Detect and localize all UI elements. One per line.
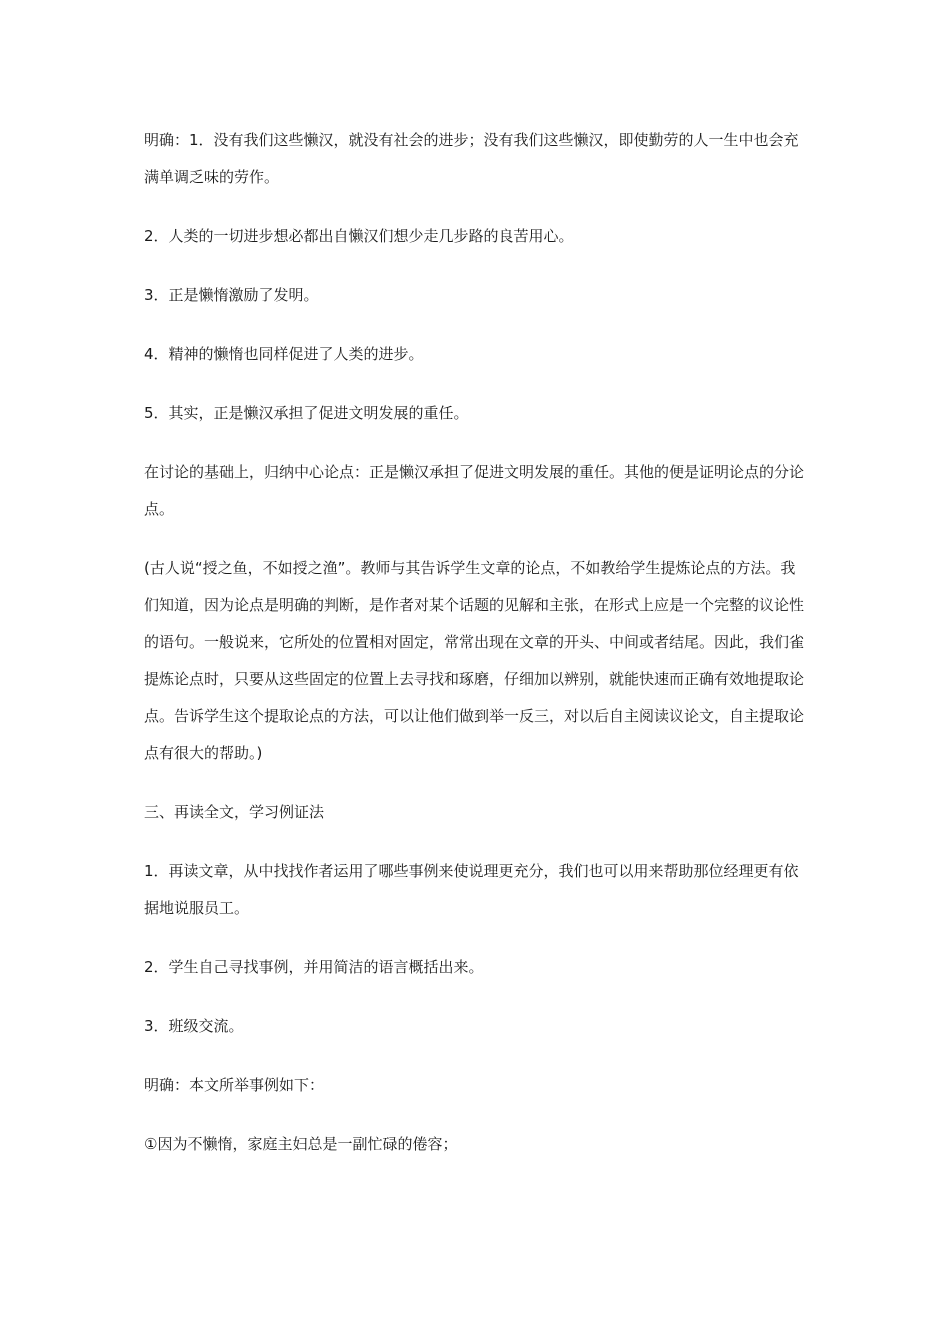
paragraph-example-1: ①因为不懒惰，家庭主妇总是一副忙碌的倦容； (144, 1135, 458, 1153)
paragraph-central-thesis: 在讨论的基础上，归纳中心论点：正是懒汉承担了促进文明发展的重任。其他的便是证明论点的分论点。 (144, 463, 805, 518)
document-body (144, 122, 804, 1185)
paragraph-step-1: 1．再读文章，从中找找作者运用了哪些事例来使说理更充分，我们也可以用来帮助那位经理更有依据地说服员工。 (144, 862, 799, 917)
paragraph-teaching-note: (古人说“授之鱼，不如授之渔”。教师与其告诉学生文章的论点，不如教给学生提炼论点的方法。我们知道，因为论点是明确的判断，是作者对某个话题的见解和主张，在形式上应是一个完整的议论性的语句。一般说来，它所处的位置相对固定，常常出现在文章的开头、中间或者结尾。因此，我们雀提炼论点时，只要从这些固定的位置上去寻找和琢磨，仔细加以辨别，就能快速而正确有效地提取论点。告诉学生这个提取论点的方法，可以让他们做到举一反三，对以后自主阅读议论文，自主提取论点有很大的帮助。) (144, 559, 805, 762)
paragraph-clarify-1: 明确：1．没有我们这些懒汉，就没有社会的进步；没有我们这些懒汉，即使勤劳的人一生中也会充满单调乏味的劳作。 (144, 131, 799, 186)
paragraph-step-3: 3．班级交流。 (144, 1017, 244, 1035)
section-heading-three: 三、再读全文，学习例证法 (144, 803, 325, 821)
paragraph-point-4: 4．精神的懒惰也同样促进了人类的进步。 (144, 345, 424, 363)
paragraph-step-2: 2．学生自己寻找事例，并用简洁的语言概括出来。 (144, 958, 484, 976)
paragraph-point-2: 2．人类的一切进步想必都出自懒汉们想少走几步路的良苦用心。 (144, 227, 574, 245)
paragraph-point-5: 5．其实，正是懒汉承担了促进文明发展的重任。 (144, 404, 469, 422)
paragraph-point-3: 3．正是懒惰激励了发明。 (144, 286, 319, 304)
paragraph-clarify-examples: 明确：本文所举事例如下： (144, 1076, 325, 1094)
